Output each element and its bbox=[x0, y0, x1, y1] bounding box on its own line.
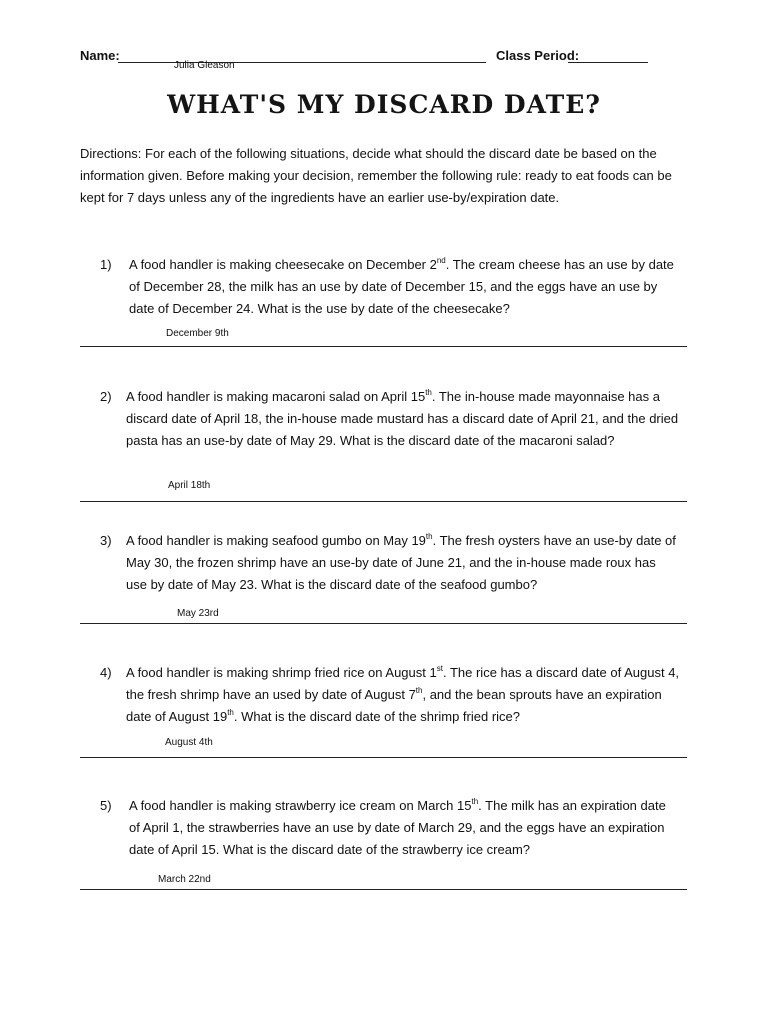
question-number: 4) bbox=[100, 665, 112, 680]
answer-5: March 22nd bbox=[158, 874, 211, 885]
question-number: 5) bbox=[100, 798, 112, 813]
answer-3: May 23rd bbox=[177, 608, 219, 619]
question-number: 1) bbox=[100, 257, 112, 272]
question-text: A food handler is making macaroni salad on April 15th. The in-house made mayonnaise has a discard date of April 18, the in-house made mustard has a discard date of April 21, and the dried pasta has an use-by date of May 29. What is the discard date of the macaroni salad? bbox=[126, 388, 679, 448]
answer-line-4[interactable] bbox=[80, 757, 687, 758]
answer-1: December 9th bbox=[166, 328, 229, 339]
answer-line-3[interactable] bbox=[80, 623, 687, 624]
answer-4: August 4th bbox=[165, 737, 213, 748]
page-title: WHAT'S MY DISCARD DATE? bbox=[167, 90, 601, 119]
question-3 bbox=[100, 530, 680, 596]
class-period-field[interactable] bbox=[568, 62, 648, 63]
question-number: 3) bbox=[100, 533, 112, 548]
answer-2: April 18th bbox=[168, 480, 211, 491]
name-field[interactable] bbox=[118, 60, 486, 71]
worksheet-header bbox=[80, 46, 690, 71]
question-text: A food handler is making strawberry ice cream on March 15th. The milk has an expiration date of April 1, the strawberries have an use by date of March 29, and the eggs have an expiration date of April 15. What is the discard date of the strawberry ice cream? bbox=[129, 797, 666, 857]
class-period-label: Class Period: bbox=[496, 48, 580, 63]
question-text: A food handler is making seafood gumbo on May 19th. The fresh oysters have an use-by date of May 30, the frozen shrimp have an use-by date of June 21, and the in-house made roux has use by date of May 23. What is the discard date of the seafood gumbo? bbox=[126, 532, 676, 592]
question-5 bbox=[100, 795, 680, 861]
question-text: A food handler is making shrimp fried rice on August 1st. The rice has a discard date of August 4, the fresh shrimp have an used by date of August 7th, and the bean sprouts have an expiration date of August 19th. What is the discard date of the shrimp fried rice? bbox=[126, 664, 680, 724]
answer-line-2[interactable] bbox=[80, 501, 687, 502]
name-label: Name: bbox=[80, 48, 120, 63]
question-text: A food handler is making cheesecake on December 2nd. The cream cheese has an use by date of December 28, the milk has an use by date of December 15, and the eggs have an use by date of December 24. What is the use by date of the cheesecake? bbox=[129, 256, 674, 316]
name-value: Julia Gleason bbox=[174, 60, 235, 71]
question-1 bbox=[100, 254, 680, 320]
answer-line-1[interactable] bbox=[80, 346, 687, 347]
question-4 bbox=[100, 662, 680, 728]
directions-text: Directions: For each of the following situations, decide what should the discard date be based on the information given. Before making your decision, remember the following rule: ready to eat foods can be kept for 7 days unless any of the ingredients have an earlier use-by/expiration date. bbox=[80, 146, 672, 205]
question-number: 2) bbox=[100, 389, 112, 404]
answer-line-5[interactable] bbox=[80, 889, 687, 890]
question-2 bbox=[100, 386, 680, 452]
